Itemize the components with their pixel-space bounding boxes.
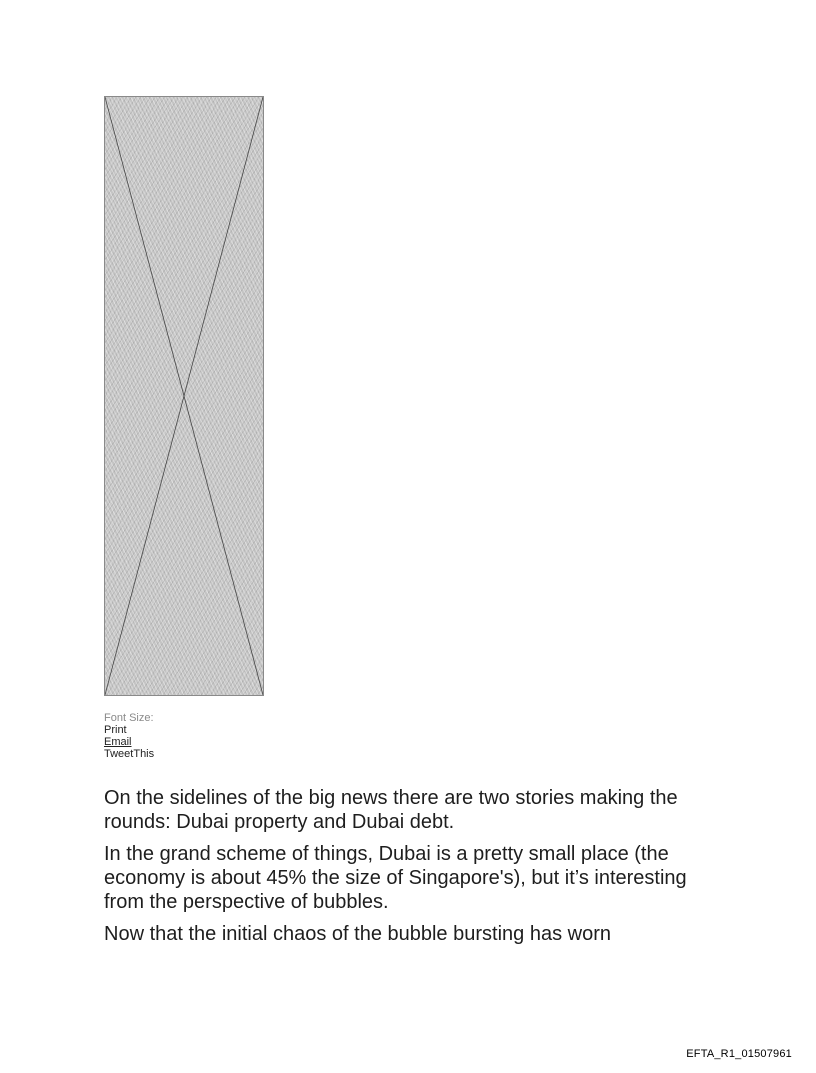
article-toolbar	[104, 712, 154, 760]
email-link[interactable]: Email	[104, 736, 132, 748]
article-body	[104, 786, 724, 954]
article-paragraph: On the sidelines of the big news there are two stories making the rounds: Dubai property and Dubai debt.	[104, 787, 678, 833]
article-paragraph: In the grand scheme of things, Dubai is a pretty small place (the economy is about 45% the size of Singapore's), but it’s interesting from the perspective of bubbles.	[104, 843, 687, 913]
broken-image-icon	[104, 96, 264, 696]
tweet-this-link[interactable]: TweetThis	[104, 748, 155, 760]
font-size-label: Font Size:	[104, 712, 154, 724]
article-paragraph: Now that the initial chaos of the bubble bursting has worn	[104, 923, 611, 945]
image-placeholder-cross	[105, 97, 263, 695]
print-link[interactable]: Print	[104, 724, 127, 736]
document-id: EFTA_R1_01507961	[686, 1048, 792, 1060]
